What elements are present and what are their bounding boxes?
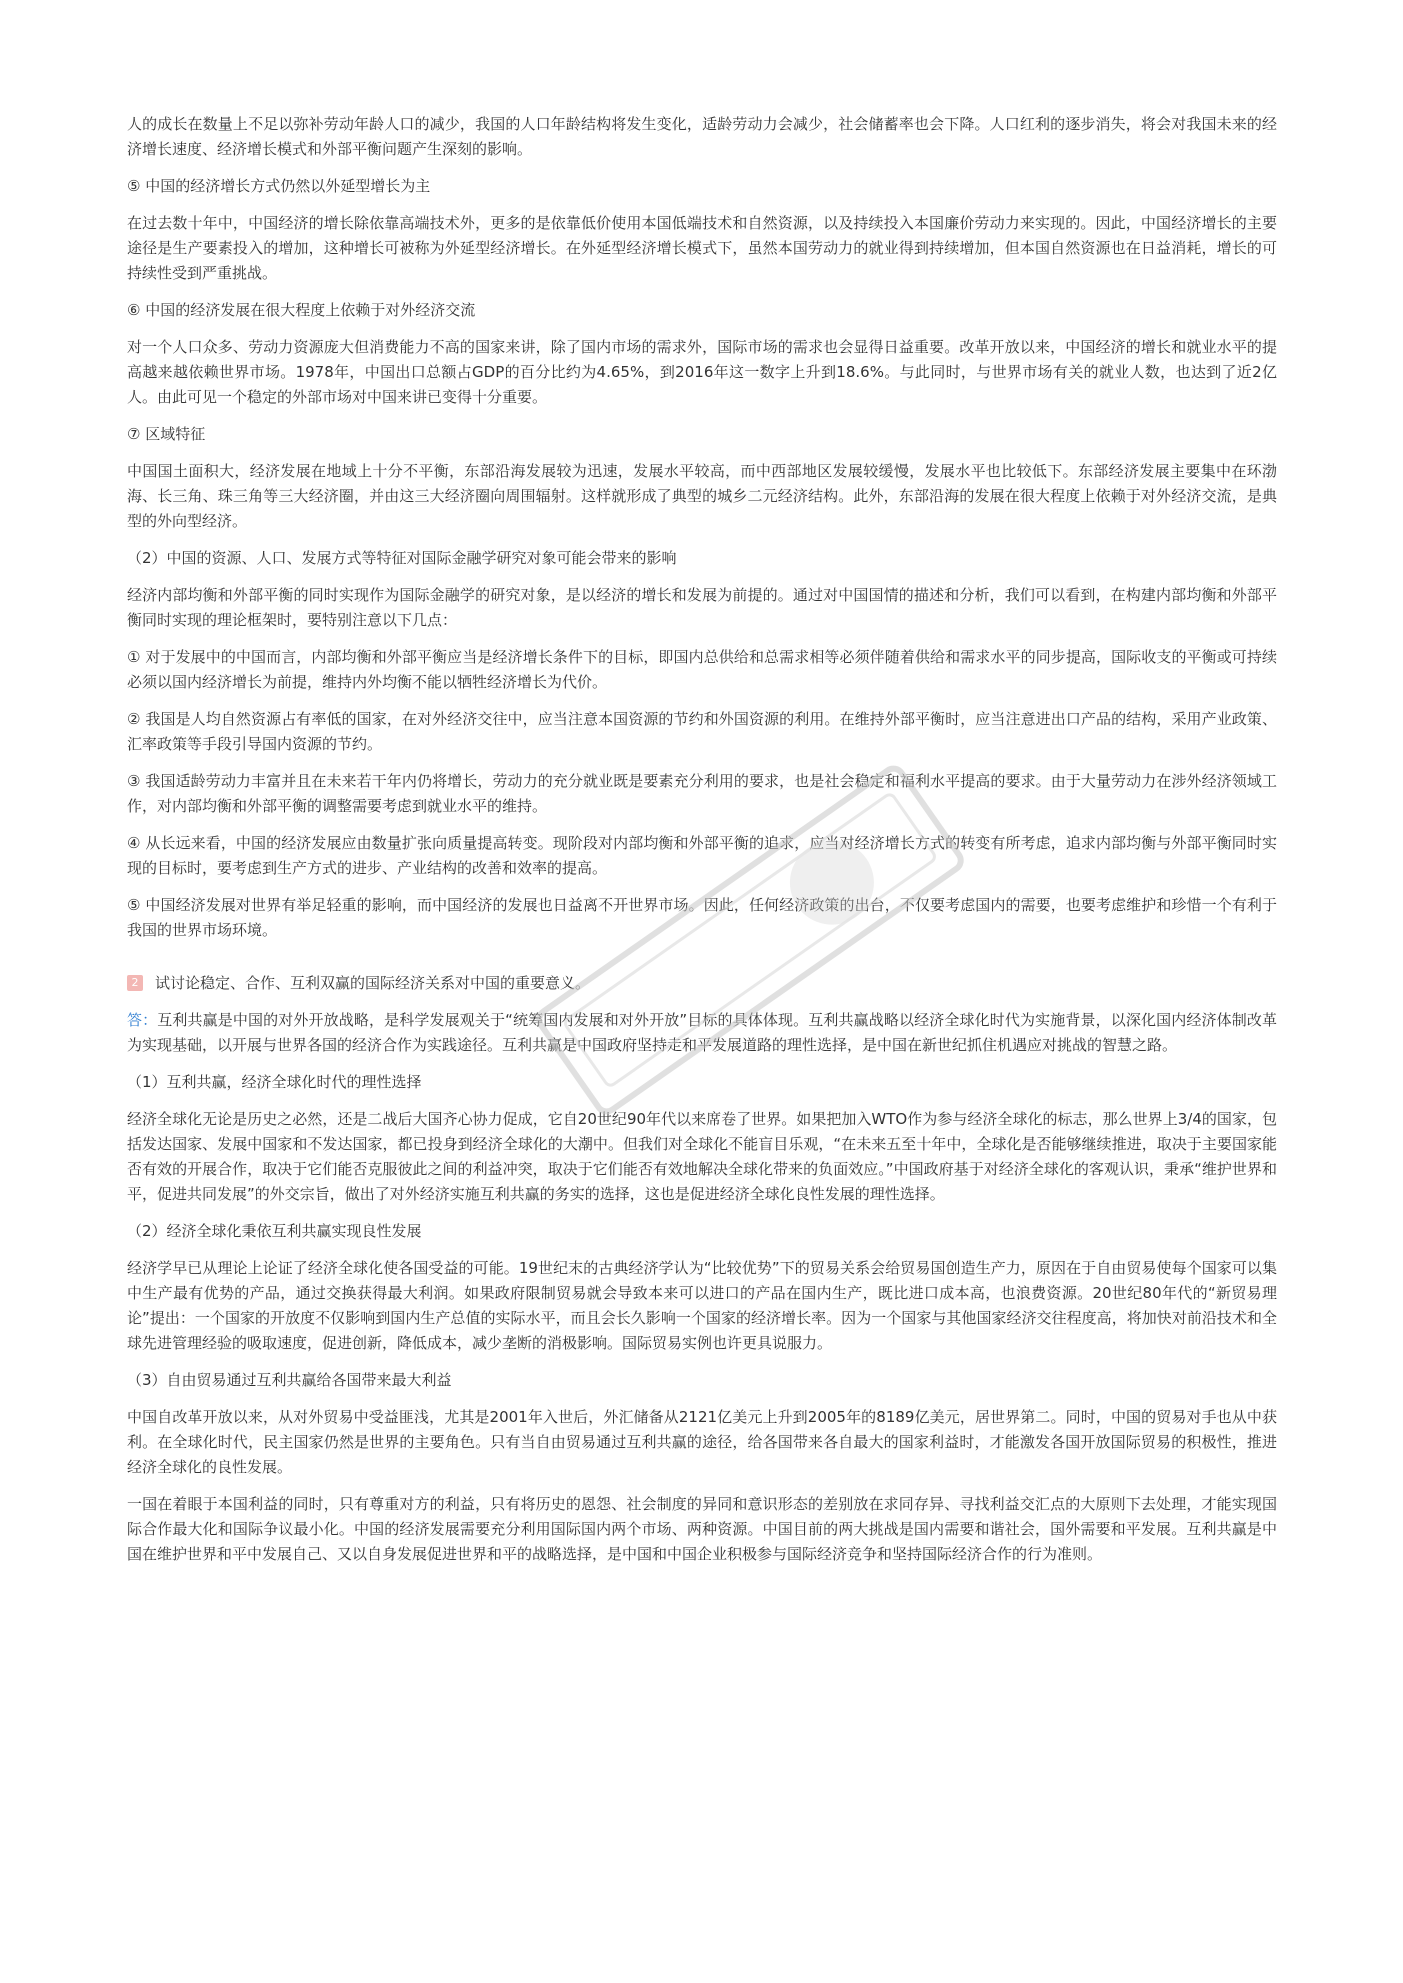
section-heading: （2）经济全球化秉依互利共赢实现良性发展 <box>127 1222 422 1240</box>
answer-paragraph <box>127 1008 1277 1058</box>
body-paragraph: ④ 从长远来看，中国的经济发展应由数量扩张向质量提高转变。现阶段对内部均衡和外部平衡的追求，应当对经济增长方式的转变有所考虑，追求内部均衡与外部平衡同时实现的目标时，要考虑到生产方式的进步、产业结构的改善和效率的提高。 <box>127 834 1277 877</box>
section-heading: ⑤ 中国的经济增长方式仍然以外延型增长为主 <box>127 177 431 195</box>
body-paragraph: 中国自改革开放以来，从对外贸易中受益匪浅，尤其是2001年入世后，外汇储备从2121亿美元上升到2005年的8189亿美元，居世界第二。同时，中国的贸易对手也从中获利。在全球化时代，民主国家仍然是世界的主要角色。只有当自由贸易通过互利共赢的途径，给各国带来各自最大的国家利益时，才能激发各国开放国际贸易的积极性，推进经济全球化的良性发展。 <box>127 1408 1277 1476</box>
question-number-badge: 2 <box>127 975 143 991</box>
body-paragraph: ② 我国是人均自然资源占有率低的国家，在对外经济交往中，应当注意本国资源的节约和外国资源的利用。在维持外部平衡时，应当注意进出口产品的结构，采用产业政策、汇率政策等手段引导国内资源的节约。 <box>127 710 1277 753</box>
answer-text: 互利共赢是中国的对外开放战略，是科学发展观关于“统筹国内发展和对外开放”目标的具体体现。互利共赢战略以经济全球化时代为实施背景，以深化国内经济体制改革为实现基础，以开展与世界各国的经济合作为实践途径。互利共赢是中国政府坚持走和平发展道路的理性选择，是中国在新世纪抓住机遇应对挑战的智慧之路。 <box>127 1011 1277 1054</box>
section-heading: （2）中国的资源、人口、发展方式等特征对国际金融学研究对象可能会带来的影响 <box>127 549 677 567</box>
body-paragraph: 在过去数十年中，中国经济的增长除依靠高端技术外，更多的是依靠低价使用本国低端技术和自然资源，以及持续投入本国廉价劳动力来实现的。因此，中国经济增长的主要途径是生产要素投入的增加，这种增长可被称为外延型经济增长。在外延型经济增长模式下，虽然本国劳动力的就业得到持续增加，但本国自然资源也在日益消耗，增长的可持续性受到严重挑战。 <box>127 214 1277 282</box>
body-paragraph: 人的成长在数量上不足以弥补劳动年龄人口的减少，我国的人口年龄结构将发生变化，适龄劳动力会减少，社会储蓄率也会下降。人口红利的逐步消失，将会对我国未来的经济增长速度、经济增长模式和外部平衡问题产生深刻的影响。 <box>127 115 1277 158</box>
section-heading: （3）自由贸易通过互利共赢给各国带来最大利益 <box>127 1371 452 1389</box>
body-paragraph: ① 对于发展中的中国而言，内部均衡和外部平衡应当是经济增长条件下的目标，即国内总供给和总需求相等必须伴随着供给和需求水平的同步提高，国际收支的平衡或可持续必须以国内经济增长为前提，维持内外均衡不能以牺牲经济增长为代价。 <box>127 648 1277 691</box>
section-heading: ⑦ 区域特征 <box>127 425 206 443</box>
body-paragraph: ⑤ 中国经济发展对世界有举足轻重的影响，而中国经济的发展也日益离不开世界市场。因此，任何经济政策的出台，不仅要考虑国内的需要，也要考虑维护和珍惜一个有利于我国的世界市场环境。 <box>127 896 1277 939</box>
question-2 <box>127 971 1277 996</box>
body-paragraph: ③ 我国适龄劳动力丰富并且在未来若干年内仍将增长，劳动力的充分就业既是要素充分利用的要求，也是社会稳定和福利水平提高的要求。由于大量劳动力在涉外经济领域工作，对内部均衡和外部平衡的调整需要考虑到就业水平的维持。 <box>127 772 1277 815</box>
body-paragraph: 经济学早已从理论上论证了经济全球化使各国受益的可能。19世纪末的古典经济学认为“比较优势”下的贸易关系会给贸易国创造生产力，原因在于自由贸易使每个国家可以集中生产最有优势的产品，通过交换获得最大利润。如果政府限制贸易就会导致本来可以进口的产品在国内生产，既比进口成本高，也浪费资源。20世纪80年代的“新贸易理论”提出：一个国家的开放度不仅影响到国内生产总值的实际水平，而且会长久影响一个国家的经济增长率。因为一个国家与其他国家经济交往程度高，将加快对前沿技术和全球先进管理经验的吸取速度，促进创新，降低成本，减少垄断的消极影响。国际贸易实例也许更具说服力。 <box>127 1259 1277 1352</box>
body-paragraph: 一国在着眼于本国利益的同时，只有尊重对方的利益，只有将历史的恩怨、社会制度的异同和意识形态的差别放在求同存异、寻找利益交汇点的大原则下去处理，才能实现国际合作最大化和国际争议最小化。中国的经济发展需要充分利用国际国内两个市场、两种资源。中国目前的两大挑战是国内需要和谐社会，国外需要和平发展。互利共赢是中国在维护世界和平中发展自己、又以自身发展促进世界和平的战略选择，是中国和中国企业积极参与国际经济竞争和坚持国际经济合作的行为准则。 <box>127 1495 1277 1563</box>
question-text: 试讨论稳定、合作、互利双赢的国际经济关系对中国的重要意义。 <box>155 974 591 992</box>
document-page <box>127 112 1277 1579</box>
body-paragraph: 中国国土面积大，经济发展在地域上十分不平衡，东部沿海发展较为迅速，发展水平较高，而中西部地区发展较缓慢，发展水平也比较低下。东部经济发展主要集中在环渤海、长三角、珠三角等三大经济圈，并由这三大经济圈向周围辐射。这样就形成了典型的城乡二元经济结构。此外，东部沿海的发展在很大程度上依赖于对外经济交流，是典型的外向型经济。 <box>127 462 1277 530</box>
top-section <box>127 112 1277 943</box>
body-paragraph: 经济全球化无论是历史之必然，还是二战后大国齐心协力促成，它自20世纪90年代以来席卷了世界。如果把加入WTO作为参与经济全球化的标志，那么世界上3/4的国家，包括发达国家、发展中国家和不发达国家，都已投身到经济全球化的大潮中。但我们对全球化不能盲目乐观，“在未来五至十年中，全球化是否能够继续推进，取决于主要国家能否有效的开展合作，取决于它们能否克服彼此之间的利益冲突，取决于它们能否有效地解决全球化带来的负面效应。”中国政府基于对经济全球化的客观认识，秉承“维护世界和平，促进共同发展”的外交宗旨，做出了对外经济实施互利共赢的务实的选择，这也是促进经济全球化良性发展的理性选择。 <box>127 1110 1277 1203</box>
body-paragraph: 经济内部均衡和外部平衡的同时实现作为国际金融学的研究对象，是以经济的增长和发展为前提的。通过对中国国情的描述和分析，我们可以看到，在构建内部均衡和外部平衡同时实现的理论框架时，要特别注意以下几点： <box>127 586 1277 629</box>
section-heading: （1）互利共赢，经济全球化时代的理性选择 <box>127 1073 422 1091</box>
section-heading: ⑥ 中国的经济发展在很大程度上依赖于对外经济交流 <box>127 301 476 319</box>
body-paragraph: 对一个人口众多、劳动力资源庞大但消费能力不高的国家来讲，除了国内市场的需求外，国际市场的需求也会显得日益重要。改革开放以来，中国经济的增长和就业水平的提高越来越依赖世界市场。1978年，中国出口总额占GDP的百分比约为4.65%，到2016年这一数字上升到18.6%。与此同时，与世界市场有关的就业人数，也达到了近2亿人。由此可见一个稳定的外部市场对中国来讲已变得十分重要。 <box>127 338 1277 406</box>
answer-label: 答： <box>127 1011 158 1029</box>
bottom-section <box>127 1070 1277 1567</box>
